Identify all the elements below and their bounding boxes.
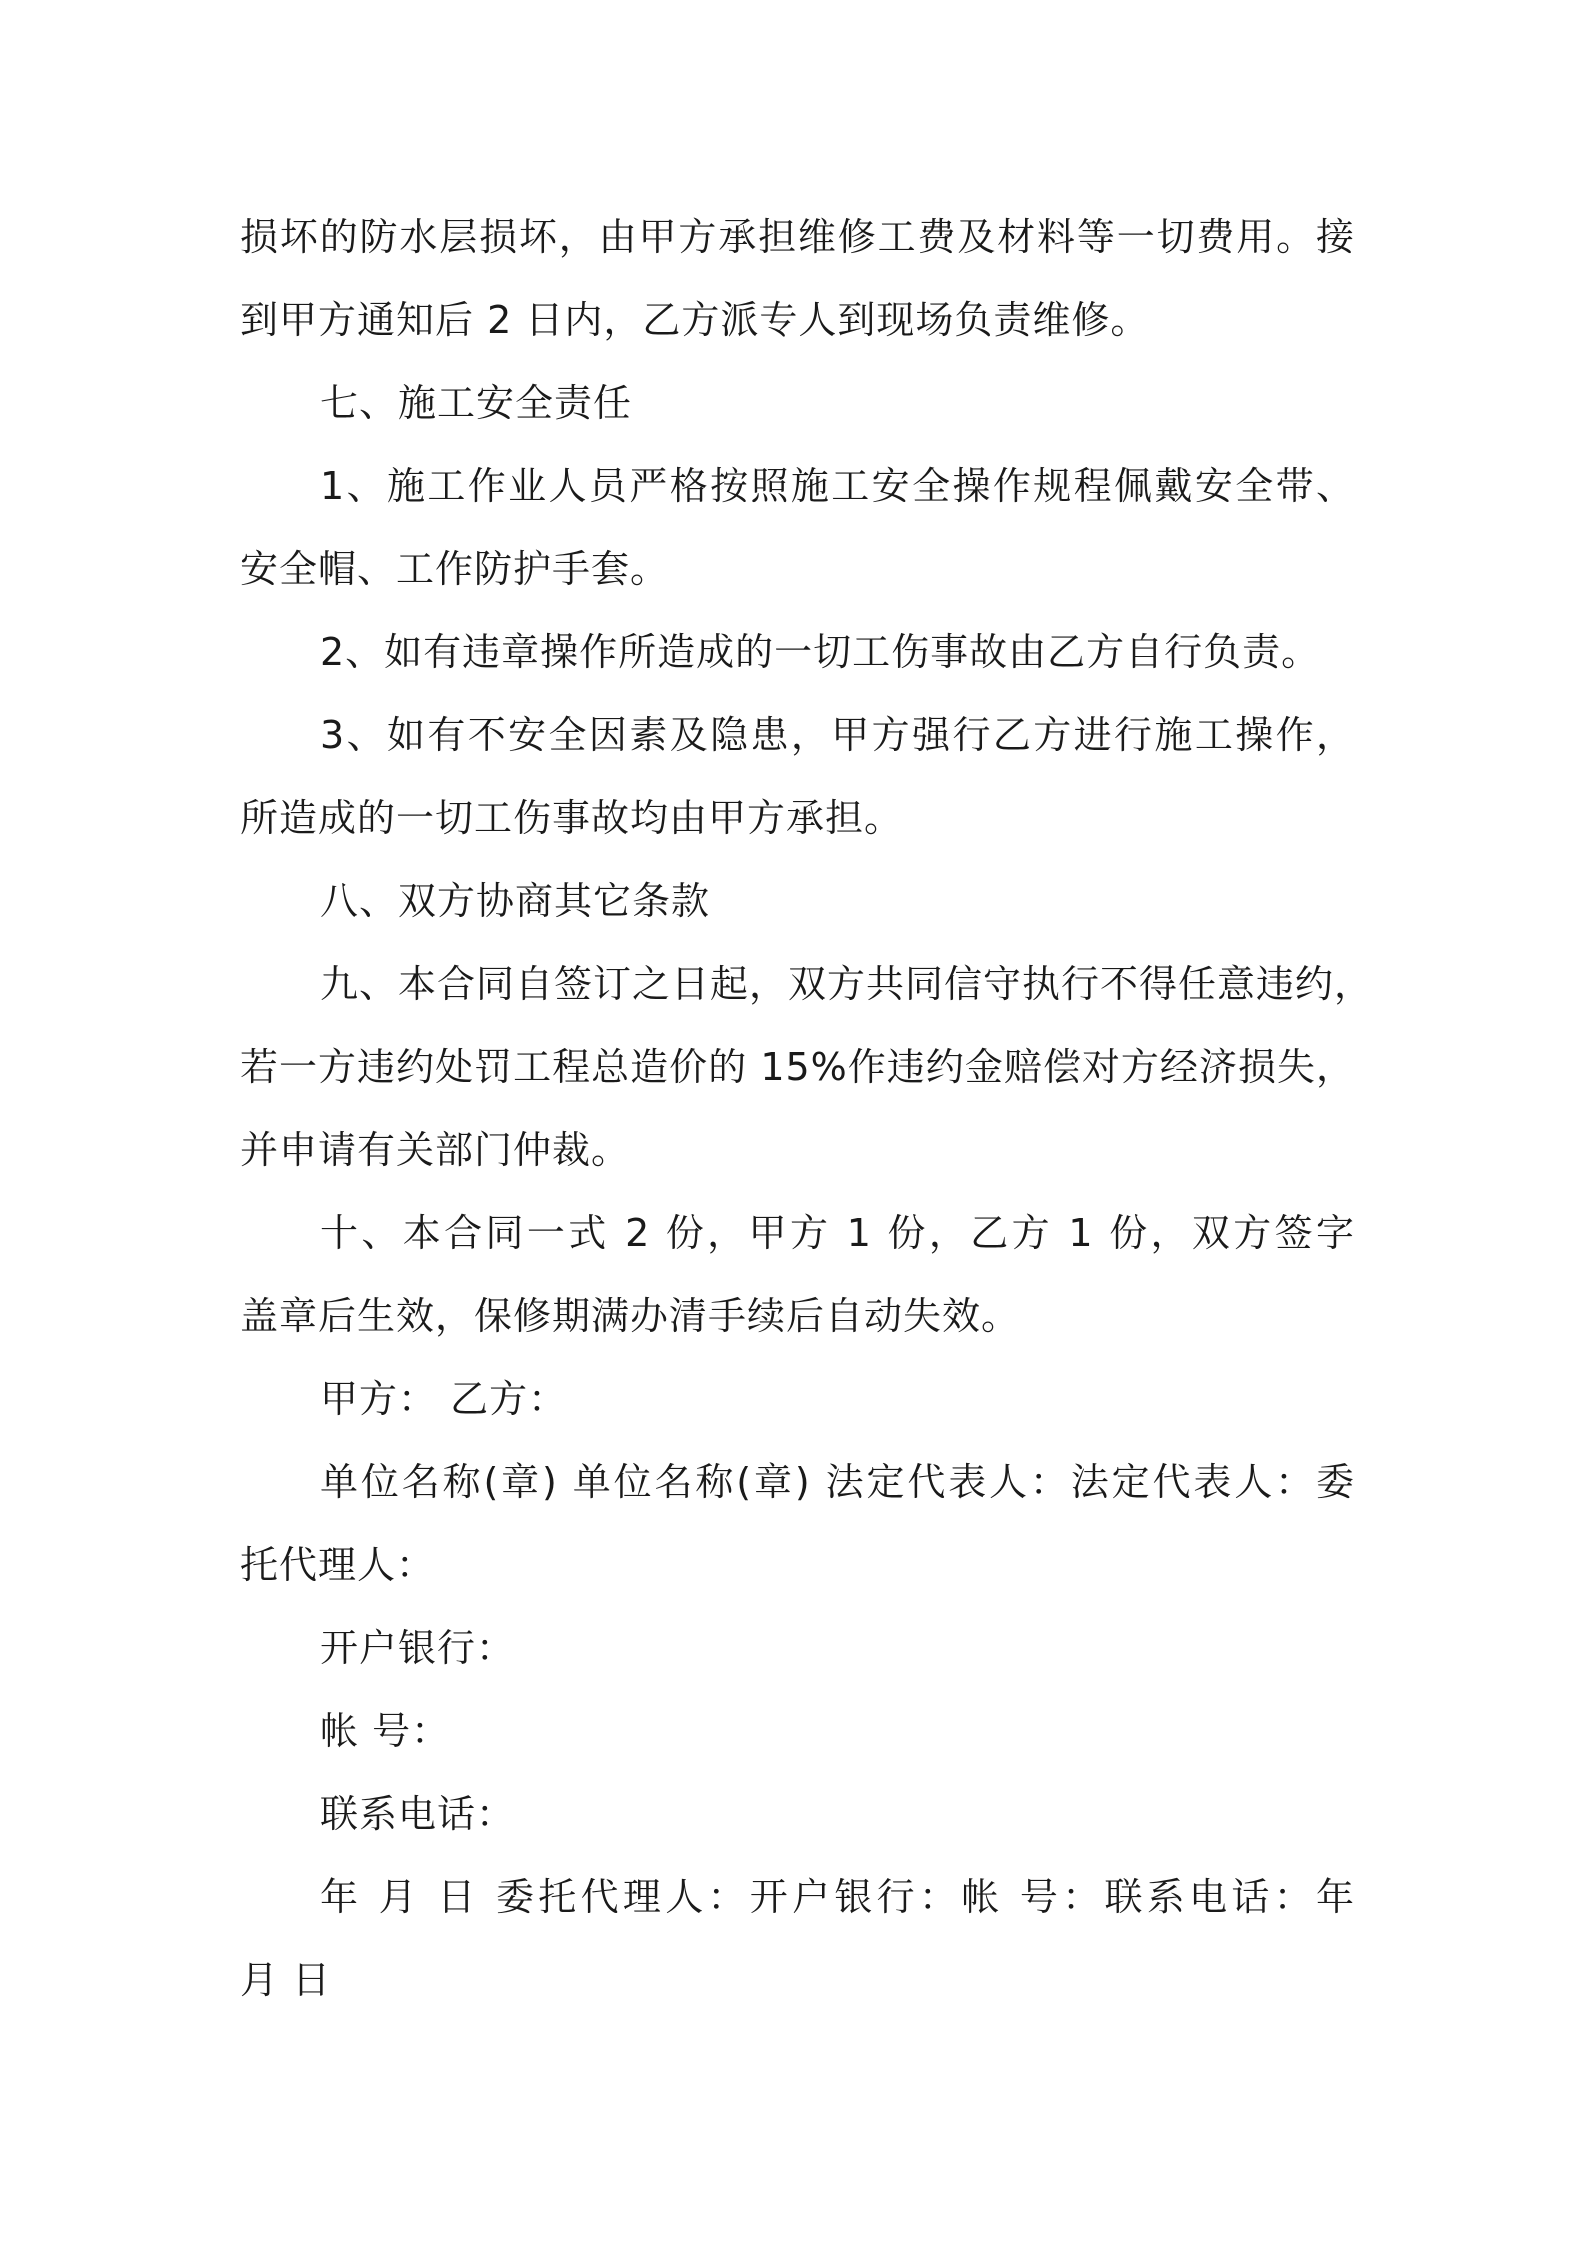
signature-parties: 甲方： 乙方： (320, 1377, 568, 1421)
document-body (240, 196, 1374, 2022)
section-ten: 十、本合同一式 2 份，甲方 1 份，乙方 1 份，双方签字 (320, 1211, 1355, 1255)
paragraph-line: 若一方违约处罚工程总造价的 15%作违约金赔偿对方经济损失， (240, 1045, 1355, 1089)
paragraph-line: 损坏的防水层损坏，由甲方承担维修工费及材料等一切费用。接 (240, 215, 1355, 259)
paragraph-line: 所造成的一切工伤事故均由甲方承担。 (240, 796, 904, 840)
signature-fields: 单位名称(章) 单位名称(章) 法定代表人：法定代表人：委 (320, 1460, 1355, 1504)
section-heading-eight: 八、双方协商其它条款 (320, 879, 711, 923)
section-nine: 九、本合同自签订之日起，双方共同信守执行不得任意违约， (320, 962, 1374, 1006)
bank-field: 开户银行： (320, 1626, 516, 1670)
date-fields: 年 月 日 委托代理人：开户银行：帐 号：联系电话：年 (320, 1875, 1355, 1919)
clause-item-1: 1、施工作业人员严格按照施工安全操作规程佩戴安全带、 (320, 464, 1355, 508)
phone-field: 联系电话： (320, 1792, 516, 1836)
section-heading-seven: 七、施工安全责任 (320, 381, 633, 425)
paragraph-line: 安全帽、工作防护手套。 (240, 547, 670, 591)
clause-item-2: 2、如有违章操作所造成的一切工伤事故由乙方自行负责。 (320, 630, 1321, 674)
clause-item-3: 3、如有不安全因素及隐患，甲方强行乙方进行施工操作， (320, 713, 1355, 757)
paragraph-line: 盖章后生效，保修期满办清手续后自动失效。 (240, 1294, 1021, 1338)
account-field: 帐 号： (320, 1709, 451, 1753)
paragraph-line: 托代理人： (240, 1543, 436, 1587)
paragraph-line: 到甲方通知后 2 日内，乙方派专人到现场负责维修。 (240, 298, 1150, 342)
paragraph-line: 并申请有关部门仲裁。 (240, 1128, 631, 1172)
paragraph-line: 月 日 (240, 1958, 332, 2002)
